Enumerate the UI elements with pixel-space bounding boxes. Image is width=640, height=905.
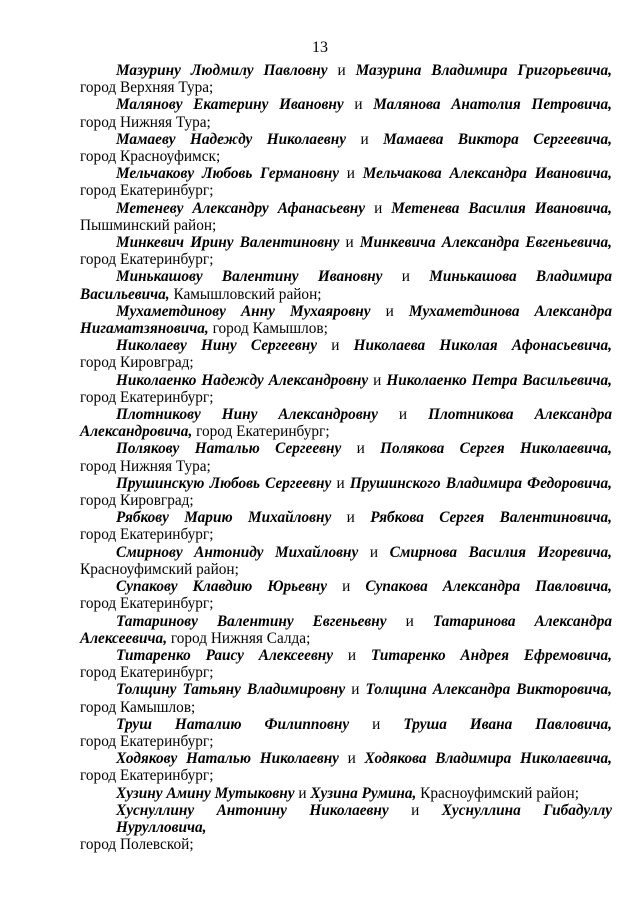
list-item [80,509,612,543]
wife-name: Мухаметдинову Анну Мухаяровну [116,302,371,320]
place: город Нижняя Тура; [80,457,211,475]
entry-line: Татаринову Валентину Евгеньевну и Татаринова Александра [116,612,612,630]
entry-line [80,492,612,509]
husband-name: Полякова Сергея Николаевича, [380,440,612,458]
list-item [80,268,612,302]
wife-name: Хузину Амину Мутыковну [116,784,295,802]
place: город Полевской; [80,836,194,854]
husband-name: Плотникова Александра [428,406,612,424]
entry-line: Толщину Татьяну Владимировну и Толщина Александра Викторовича, [116,681,612,699]
husband-name: Николаенко Петра Васильевича, [386,371,612,389]
husband-name-tail: Александровича, [80,423,193,441]
list-item [80,96,612,130]
entry-line [80,733,612,750]
entry-line [80,630,612,647]
list-item [80,200,612,234]
entry-line: Полякову Наталью Сергеевну и Полякова Сергея Николаевича, [116,440,612,458]
entry-line [80,354,612,371]
entry-line [80,664,612,681]
entry-line: Прушинскую Любовь Сергеевну и Прушинского Владимира Федоровича, [116,474,612,492]
entry-line: Мельчакову Любовь Германовну и Мельчакова Александра Ивановича, [116,165,612,183]
entry-line [80,423,612,440]
wife-name: Николаеву Нину Сергеевну [116,337,317,355]
wife-name: Прушинскую Любовь Сергеевну [116,474,332,492]
list-item [80,406,612,440]
list-item [80,165,612,199]
entry-line: Титаренко Раису Алексеевну и Титаренко Андрея Ефремовича, [116,646,612,664]
entry-line: Минькашову Валентину Ивановну и Минькашова Владимира [116,268,612,286]
entry-line: Хуснуллину Антонину Николаевну и Хуснуллина Гибадуллу Нурулловича, [116,801,612,836]
entry-line: Метеневу Александру Афанасьевну и Метенева Василия Ивановича, [116,199,612,217]
entry-line [80,286,612,303]
place: город Екатеринбург; [80,388,214,406]
entry-line [80,251,612,268]
wife-name: Мазурину Людмилу Павловну [116,62,328,79]
husband-name: Малянова Анатолия Петровича, [373,96,612,114]
place: город Камышлов; [208,320,328,338]
entry-line: Мазурину Людмилу Павловну и Мазурина Владимира Григорьевича, [116,62,612,79]
entry-line: Рябкову Марию Михайловну и Рябкова Сергея Валентиновича, [116,509,612,527]
page-number: 13 [312,39,328,56]
wife-name: Минькашову Валентину Ивановну [116,268,383,286]
husband-name: Хуснуллина Гибадуллу Нурулловича, [116,801,612,836]
entry-line: Минкевич Ирину Валентиновну и Минкевича Александра Евгеньевича, [116,234,612,252]
husband-name-tail: Васильевича, [80,285,170,303]
list-item [80,303,612,337]
husband-name: Мазурина Владимира Григорьевича, [355,62,612,79]
wife-name: Труш Наталию Филипповну [116,715,350,733]
place: Красноуфимский район; [80,560,239,578]
place: город Верхняя Тура; [80,79,214,97]
wife-name: Плотникову Нину Александровну [116,406,378,424]
husband-name: Титаренко Андрея Ефремовича, [370,646,612,664]
list-item [80,337,612,371]
wife-name: Смирнову Антониду Михайловну [116,543,359,561]
entry-line [80,595,612,612]
entry-line: Хузину Амину Мутыковну и Хузина Румина, Красноуфимский район; [116,784,579,802]
list-item [80,234,612,268]
list-item [80,544,612,578]
entry-line [80,561,612,578]
place: город Красноуфимск; [80,148,221,166]
wife-name: Минкевич Ирину Валентиновну [116,234,340,252]
list-item [80,750,612,784]
place: город Екатеринбург; [80,526,214,544]
wife-name: Татаринову Валентину Евгеньевну [116,612,387,630]
wife-name: Ходякову Наталью Николаевну [116,750,339,768]
entry-line [80,526,612,543]
list-item [80,785,612,802]
entry-line [80,836,612,853]
list-item [80,62,612,96]
list-item [80,716,612,750]
list-item [80,613,612,647]
place: город Екатеринбург; [192,423,330,441]
place: город Екатеринбург; [80,732,214,750]
list-item [80,440,612,474]
place: город Нижняя Салда; [167,629,311,647]
husband-name: Смирнова Василия Игоревича, [389,543,613,561]
husband-name: Мельчакова Александра Ивановича, [362,165,612,183]
place: город Кировград; [80,492,194,510]
wife-name: Толщину Татьяну Владимировну [116,681,346,699]
wife-name: Метеневу Александру Афанасьевну [116,199,366,217]
place: Пышминский район; [80,216,217,234]
husband-name: Метенева Василия Ивановича, [391,199,612,217]
list-item [80,131,612,165]
entry-line: Николаенко Надежду Александровну и Николаенко Петра Васильевича, [116,371,612,389]
wife-name: Хуснуллину Антонину Николаевну [116,801,389,819]
husband-name: Мухаметдинова Александра [408,302,612,320]
husband-name: Минькашова Владимира [429,268,612,286]
entry-line: Мамаеву Надежду Николаевну и Мамаева Виктора Сергеевича, [116,130,613,148]
place: город Екатеринбург; [80,767,214,785]
list-item [80,578,612,612]
place: город Екатеринбург; [80,595,214,613]
husband-name: Рябкова Сергея Валентиновича, [370,509,612,527]
husband-name: Прушинского Владимира Федоровича, [349,474,612,492]
list-item [80,802,612,854]
entry-line [80,767,612,784]
place: город Кировград; [80,354,194,372]
husband-name: Мамаева Виктора Сергеевича, [383,130,613,148]
list-item [80,372,612,406]
wife-name: Мамаеву Надежду Николаевну [116,130,346,148]
entry-line: Николаеву Нину Сергеевну и Николаева Николая Афонасьевича, [116,337,612,355]
entry-line: Малянову Екатерину Ивановну и Малянова Анатолия Петровича, [116,96,612,114]
entry-line [80,79,612,96]
wife-name: Полякову Наталью Сергеевну [116,440,342,458]
entry-line: Ходякову Наталью Николаевну и Ходякова Владимира Николаевича, [116,750,612,768]
husband-name-tail: Нигаматзяновича, [80,320,209,338]
entry-line: Супакову Клавдию Юрьевну и Супакова Александра Павловича, [116,578,612,596]
place: город Камышлов; [80,698,196,716]
place: город Екатеринбург; [80,664,214,682]
list-item [80,475,612,509]
place: Красноуфимский район; [420,784,579,802]
husband-name-tail: Алексеевича, [80,629,168,647]
wife-name: Николаенко Надежду Александровну [116,371,369,389]
entry-line [80,182,612,199]
husband-name: Ходякова Владимира Николаевича, [364,750,612,768]
entry-line [80,114,612,131]
list-item [80,647,612,681]
husband-name: Труша Ивана Павловича, [403,715,612,733]
place: город Екатеринбург; [80,182,214,200]
husband-name: Супакова Александра Павловича, [365,578,612,596]
husband-name: Минкевича Александра Евгеньевича, [359,234,612,252]
place: город Нижняя Тура; [80,113,211,131]
entry-line [80,699,612,716]
husband-name: Хузина Румина, [310,784,417,802]
husband-name: Николаева Николая Афонасьевича, [353,337,612,355]
entry-line: Смирнову Антониду Михайловну и Смирнова Василия Игоревича, [116,543,613,561]
wife-name: Супакову Клавдию Юрьевну [116,578,328,596]
place: город Екатеринбург; [80,251,214,269]
wife-name: Мельчакову Любовь Германовну [116,165,339,183]
entry-line: Мухаметдинову Анну Мухаяровну и Мухаметдинова Александра [116,302,612,320]
entry-line [80,320,612,337]
entries-list [80,62,612,853]
entry-line [80,389,612,406]
entry-line: Плотникову Нину Александровну и Плотникова Александра [116,406,612,424]
place: Камышловский район; [169,285,322,303]
husband-name: Толщина Александра Викторовича, [365,681,612,699]
wife-name: Малянову Екатерину Ивановну [116,96,344,114]
entry-line [80,458,612,475]
entry-line [80,217,612,234]
husband-name: Татаринова Александра [432,612,612,630]
wife-name: Рябкову Марию Михайловну [116,509,332,527]
list-item [80,681,612,715]
entry-line [80,148,612,165]
entry-line: Труш Наталию Филипповну и Труша Ивана Павловича, [116,715,612,733]
wife-name: Титаренко Раису Алексеевну [116,646,334,664]
